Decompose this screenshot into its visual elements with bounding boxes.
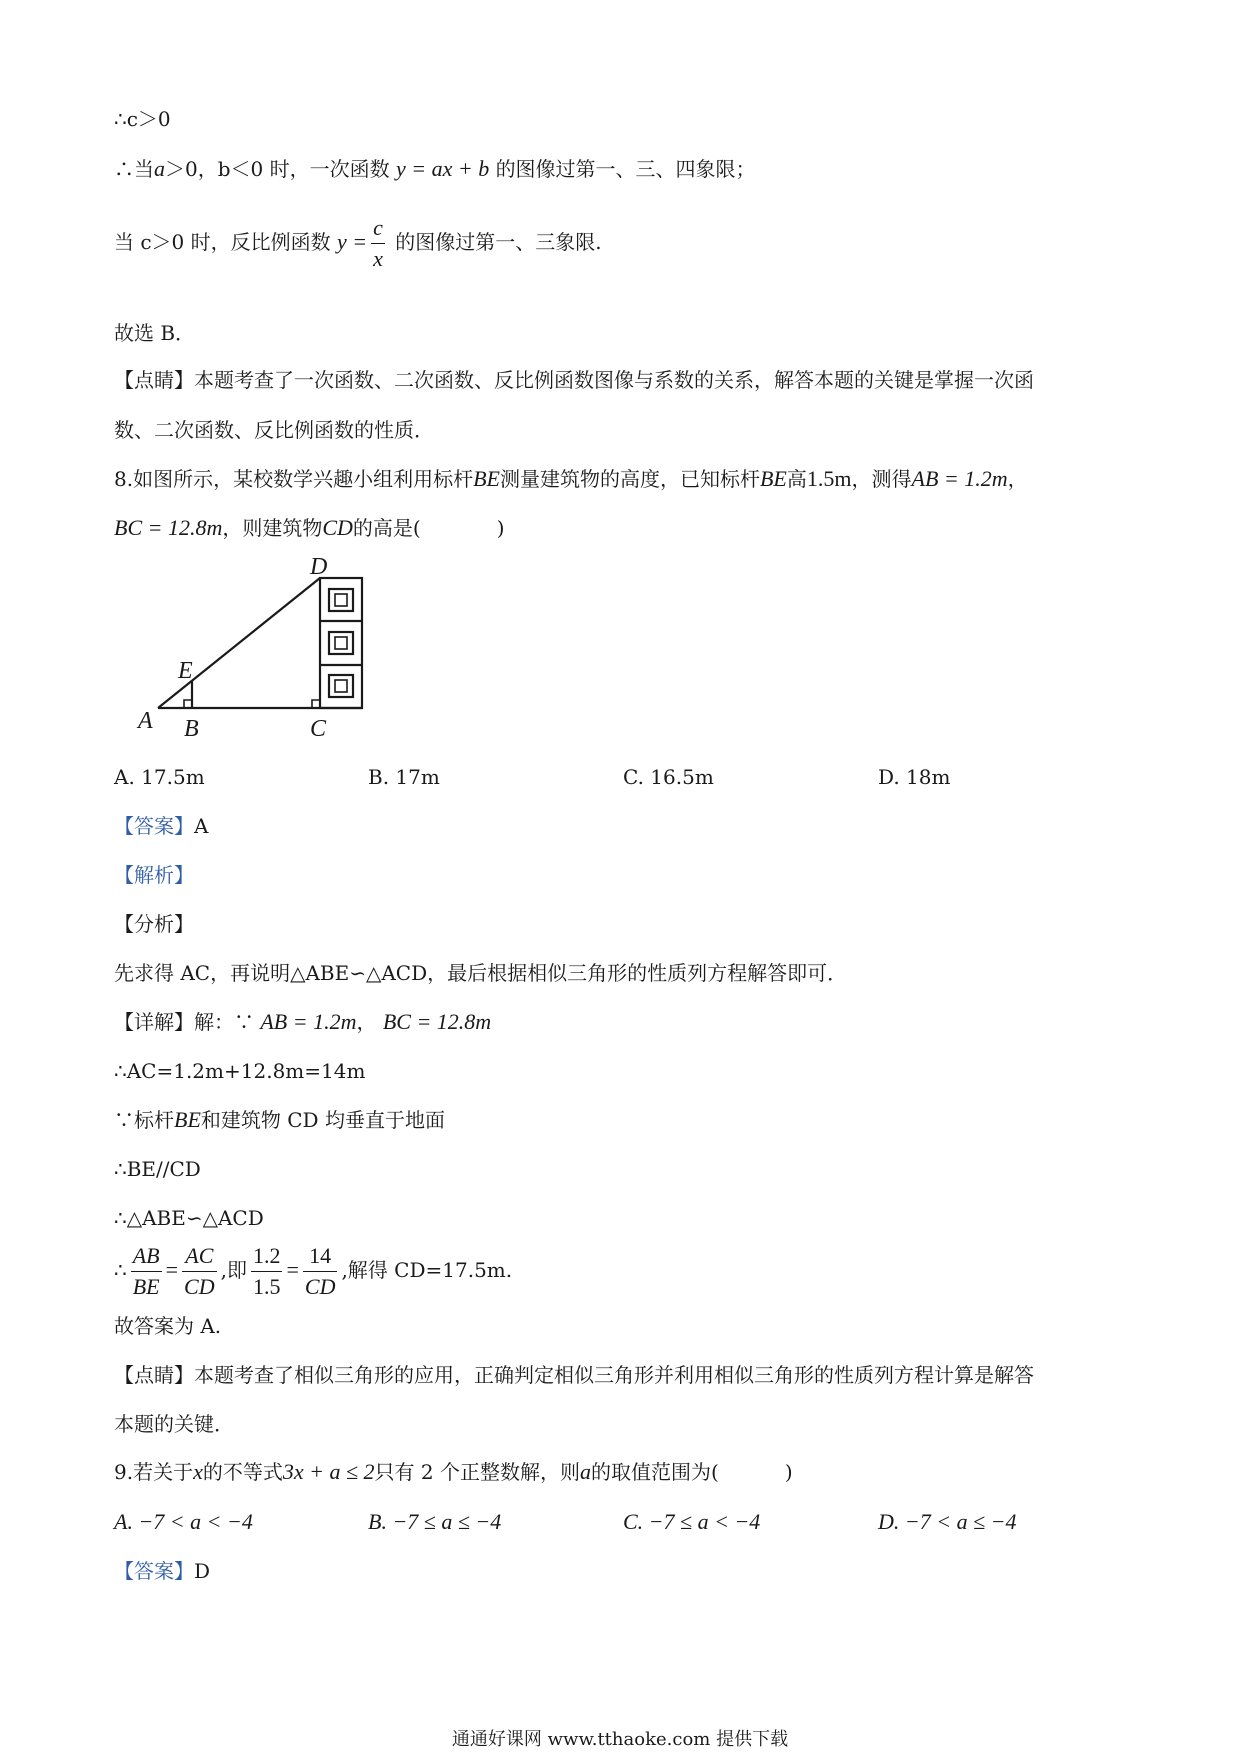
numerator: c <box>371 213 385 244</box>
building-window <box>329 632 353 654</box>
q8-step-similar: ∴△ABE∽△ACD <box>114 1206 264 1230</box>
text: ) <box>784 1460 793 1484</box>
line-linear-function <box>114 155 756 183</box>
q8-dianjing-1: 【点睛】本题考查了相似三角形的应用，正确判定相似三角形并利用相似三角形的性质列方程计算是解答 <box>114 1363 1034 1387</box>
text: ，则建筑物 <box>222 516 323 540</box>
text: ＞0，b＜0 时，一次函数 <box>165 157 390 181</box>
q8-option-d: D. 18m <box>878 765 951 789</box>
q8-stem-line1 <box>114 465 1028 493</box>
fraction-14-CD <box>303 1241 338 1302</box>
fraction-c-over-x <box>371 213 385 274</box>
q8-stem-line2 <box>114 514 505 542</box>
text: ∵标杆 <box>114 1108 174 1132</box>
text: ,即 <box>220 1258 247 1282</box>
window-inner <box>335 637 347 649</box>
text: 9.若关于 <box>114 1460 194 1484</box>
line-c-positive: ∴c＞0 <box>114 107 171 131</box>
math-y-eq: y = <box>337 229 368 254</box>
text: 的取值范围为( <box>591 1460 719 1484</box>
denominator: BE <box>132 1274 160 1299</box>
sight-line <box>158 578 320 708</box>
q8-step-ac: ∴AC=1.2m+12.8m=14m <box>114 1059 366 1083</box>
right-angle-B <box>184 700 192 708</box>
math-a: a <box>154 156 165 181</box>
math-CD: CD <box>322 515 353 540</box>
q8-detail-line: 【详解】解：∵ AB = 1.2m， BC = 12.8m <box>114 1009 492 1034</box>
q8-option-b: B. 17m <box>368 765 440 789</box>
answer-value: A <box>194 814 209 838</box>
line-choose-b: 故选 B． <box>114 321 196 345</box>
building <box>320 578 362 708</box>
text: 当 c＞0 时，反比例函数 <box>114 230 331 254</box>
line-dianjing-2: 数、二次函数、反比例函数的性质． <box>114 418 434 442</box>
numerator: 1.2 <box>251 1241 283 1272</box>
label-C: C <box>310 716 327 742</box>
text: 只有 2 个正整数解，则 <box>374 1460 580 1484</box>
building-figure <box>130 548 370 748</box>
building-window <box>329 589 353 611</box>
q8-fenxi-text: 先求得 AC，再说明△ABE∽△ACD，最后根据相似三角形的性质列方程解答即可． <box>114 961 848 985</box>
text: 和建筑物 CD 均垂直于地面 <box>200 1108 445 1132</box>
text: 测量建筑物的高度，已知标杆 <box>499 467 760 491</box>
right-angle-C <box>312 700 320 708</box>
text: ,解得 CD=17.5m. <box>341 1258 513 1282</box>
text: 的图像过第一、三、四象限； <box>495 157 756 181</box>
math-AB: AB = 1.2m <box>911 466 1008 491</box>
numerator: AC <box>182 1241 217 1272</box>
line-inverse-function <box>114 212 602 274</box>
window-inner <box>335 594 347 606</box>
math-x: x <box>193 1459 203 1484</box>
q9-stem <box>114 1458 793 1486</box>
math-inequality: 3x + a ≤ 2 <box>282 1459 375 1484</box>
answer-label: 【答案】 <box>114 814 194 838</box>
q8-step-perpendicular <box>114 1106 445 1134</box>
fraction-AC-CD <box>182 1241 217 1302</box>
text: 的图像过第一、三象限. <box>395 230 602 254</box>
math-linear-function: y = ax + b <box>395 156 490 181</box>
label-B: B <box>184 716 199 742</box>
text: 的不等式 <box>202 1460 283 1484</box>
math-BE: BE <box>174 1107 201 1132</box>
q8-final-answer: 故答案为 A. <box>114 1314 222 1338</box>
numerator: 14 <box>303 1241 338 1272</box>
q8-step-proportion: ∴ $\frac{AB}{BE}$ = $\frac{AC}{CD}$ ,即 $\frac{1.2}{1.5}$ = $\frac{14}{CD}$ ,解得 CD=17.5m. <box>114 1238 512 1302</box>
page-footer: 通通好课网 www.tthaoke.com 提供下载 <box>451 1729 789 1750</box>
text: ， <box>1007 467 1028 491</box>
label-A: A <box>138 708 153 734</box>
math-height: 1.5m <box>806 466 852 491</box>
window-inner <box>335 680 347 692</box>
denominator: x <box>373 246 383 271</box>
text: ∴当 <box>114 157 154 181</box>
denominator: CD <box>184 1274 215 1299</box>
math-AB: AB = 1.2m <box>260 1009 357 1034</box>
text: 高 <box>786 467 807 491</box>
q9-answer <box>114 1557 210 1585</box>
numerator: AB <box>131 1241 162 1272</box>
text: 的高是( <box>352 516 421 540</box>
label-E: E <box>178 658 193 684</box>
building-window <box>329 675 353 697</box>
q8-analysis-label: 【解析】 <box>114 863 194 887</box>
q8-dianjing-2: 本题的关键． <box>114 1412 234 1436</box>
q9-option-b: B. −7 ≤ a ≤ −4 <box>368 1509 502 1534</box>
math-a: a <box>580 1459 591 1484</box>
denominator: 1.5 <box>252 1274 281 1299</box>
math-BE: BE <box>759 466 787 491</box>
answer-value: D <box>194 1559 211 1583</box>
therefore: ∴ <box>114 1258 127 1282</box>
q8-fenxi-label: 【分析】 <box>114 912 194 936</box>
line-dianjing-1: 【点睛】本题考查了一次函数、二次函数、反比例函数图像与系数的关系，解答本题的关键是掌握一次函 <box>114 368 1034 392</box>
math-BE: BE <box>473 466 500 491</box>
q8-step-parallel: ∴BE//CD <box>114 1157 201 1181</box>
math-BC: BC = 12.8m <box>114 515 223 540</box>
text: 【详解】解：∵ <box>114 1010 254 1034</box>
q8-option-a: A. 17.5m <box>114 765 205 789</box>
text: ，测得 <box>851 467 912 491</box>
q9-option-a: A. −7 < a < −4 <box>114 1509 253 1534</box>
fraction-AB-BE <box>131 1241 162 1302</box>
label-D: D <box>310 554 328 580</box>
text: 8.如图所示，某校数学兴趣小组利用标杆 <box>114 467 474 491</box>
denominator: CD <box>304 1274 336 1299</box>
q8-option-c: C. 16.5m <box>623 765 714 789</box>
answer-label: 【答案】 <box>114 1559 194 1583</box>
q9-option-c: C. −7 ≤ a < −4 <box>623 1509 761 1534</box>
math-BC: BC = 12.8m <box>382 1009 492 1034</box>
fraction-1.2-1.5 <box>251 1241 283 1302</box>
q9-option-d: D. −7 < a ≤ −4 <box>878 1509 1017 1534</box>
q8-answer <box>114 812 208 840</box>
text: ) <box>496 516 505 540</box>
